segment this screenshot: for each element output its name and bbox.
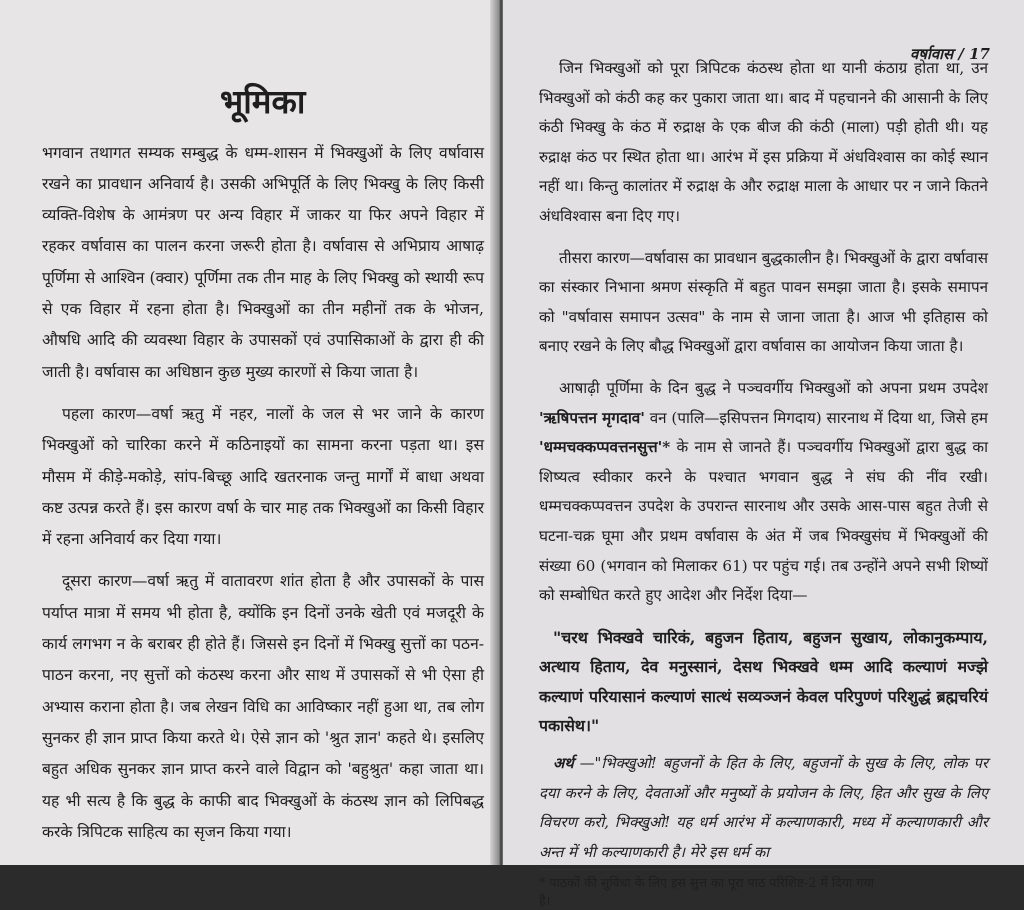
- meaning-label: अर्थ: [553, 755, 574, 773]
- third-reason-paragraph: तीसरा कारण—वर्षावास का प्रावधान बुद्धकालीन है। भिक्खुओं के द्वारा वर्षावास का संस्कार निभाना श्रमण संस्कृति में बहुत पावन समझा जाता है। इसके समापन को "वर्षावास समापन उत्सव" के नाम से जाना जाता है। आज भी इतिहास को बनाए रखने के लिए बौद्ध भिक्खुओं द्वारा वर्षावास का आयोजन किया जाता है।: [539, 248, 988, 356]
- left-page: [0, 0, 498, 865]
- meaning-paragraph: [539, 749, 988, 867]
- place-name-bold: 'ऋषिपत्तन मृगदाव': [539, 408, 645, 427]
- kanthi-paragraph: जिन भिक्खुओं को पूरा त्रिपिटक कंठस्थ होता था यानी कंठाग्र होता था, उन भिक्खुओं को कंठी कह कर पुकारा जाता था। बाद में पहचानने की आसानी के लिए कंठी भिक्खु के कंठ में रुद्राक्ष के एक बीज की कंठी (माला) पड़ी होती थी। यह रुद्राक्ष कंठ पर स्थित होता था। आरंभ में इस प्रक्रिया में अंधविश्वास का कोई स्थान नहीं था। किन्तु कालांतर में रुद्राक्ष के और रुद्राक्ष माला के आधार पर न जाने कितने अंधविश्वास बना दिए गए।: [539, 59, 988, 225]
- running-head: वर्षावास / 17: [909, 45, 990, 63]
- sermon-text-a: आषाढ़ी पूर्णिमा के दिन बुद्ध ने पञ्चवर्गीय भिक्खुओं को अपना प्रथम उपदेश: [559, 378, 988, 397]
- pali-quote: "चरथ भिक्खवे चारिकं, बहुजन हिताय, बहुजन सुखाय, लोकानुकम्पाय, अत्थाय हिताय, देव मनुस्सानं, देसथ भिक्खवे धम्म आदि कल्याणं मज्झे कल्याणं परियासानं कल्याणं सात्थं सव्यञ्जनं केवल परिपुण्णं परिशुद्धं ब्रह्मचरियं पकासेथ।": [539, 627, 988, 736]
- sermon-text-b: वन (पालि—इसिपत्तन मिगदाय) सारनाथ में दिया था, जिसे हम: [644, 408, 989, 427]
- sutta-name-bold: 'धम्मचक्कप्पवत्तनसुत्त'*: [539, 438, 671, 457]
- meaning-text: —"भिक्खुओ! बहुजनों के हित के लिए, बहुजनों के सुख के लिए, लोक पर दया करने के लिए, देवताओं और मनुष्यों के प्रयोजन के लिए, हित और सुख के लिए विचरण करो, भिक्खुओ! यह धर्म आरंभ में कल्याणकारी, मध्य में कल्याणकारी और अन्त में भी कल्याणकारी है। मेरे इस धर्म का: [539, 755, 988, 861]
- right-page: [503, 0, 1024, 909]
- second-reason-paragraph: दूसरा कारण—वर्षा ऋतु में वातावरण शांत होता है और उपासकों के पास पर्याप्त मात्रा में समय भी होता है, क्योंकि इन दिनों उनके खेती एवं मजदूरी के कार्य लगभग न के बराबर ही होते हैं। जिससे इन दिनों में भिक्खु सुत्तों का पठन-पाठन करना, नए सुत्तों को कंठस्थ करना और साथ में उपासकों से भी ऐसा ही अभ्यास कराना होता है। जब लेखन विधि का आविष्कार नहीं हुआ था, तब लोग सुनकर ही ज्ञान प्राप्त किया करते थे। ऐसे ज्ञान को 'श्रुत ज्ञान' कहते थे। इसलिए बहुत अधिक सुनकर ज्ञान प्राप्त करने वाले विद्वान को 'बहुश्रुत' कहा जाता था। यह भी सत्य है कि बुद्ध के काफी बाद भिक्खुओं के कंठस्थ ज्ञान को लिपिबद्ध करके त्रिपिटक साहित्य का सृजन किया गया।: [42, 572, 484, 841]
- page-heading: भूमिका: [220, 82, 306, 121]
- intro-paragraph: भगवान तथागत सम्यक सम्बुद्ध के धम्म-शासन में भिक्खुओं के लिए वर्षावास रखने का प्रावधान अनिवार्य है। उसकी अभिपूर्ति के लिए भिक्खु के लिए किसी व्यक्ति-विशेष के आमंत्रण पर अन्य विहार में जाकर या फिर अपने विहार में रहकर वर्षावास का पालन करना जरूरी होता है। वर्षावास से अभिप्राय आषाढ़ पूर्णिमा से आश्विन (क्वार) पूर्णिमा तक तीन माह के लिए भिक्खु को स्थायी रूप से एक विहार में रहना होता है। भिक्खुओं का तीन महीनों तक के भोजन, औषधि आदि की व्यवस्था विहार के उपासकों एवं उपासिकाओं के द्वारा ही की जाती है। वर्षावास का अधिष्ठान कुछ मुख्य कारणों से किया जाता है।: [42, 143, 484, 381]
- footnote: * पाठकों की सुविधा के लिए इस सुत्त का पूरा पाठ परिशिष्ट-2 में दिया गया है।: [539, 869, 879, 910]
- first-reason-paragraph: पहला कारण—वर्षा ऋतु में नहर, नालों के जल से भर जाने के कारण भिक्खुओं को चारिका करने में कठिनाइयों का सामना करना पड़ता था। इस मौसम में कीड़े-मकोड़े, सांप-बिच्छू आदि खतरनाक जन्तु मार्गों में बाधा अथवा कष्ट उत्पन्न करते हैं। इस कारण वर्षा के चार माह तक भिक्खुओं का किसी विहार में रहना अनिवार्य कर दिया गया।: [42, 404, 484, 549]
- first-sermon-paragraph: [539, 374, 988, 611]
- sermon-text-c: के नाम से जानते हैं। पञ्चवर्गीय भिक्खुओं द्वारा बुद्ध का शिष्यत्व स्वीकार करने के पश्चात भगवान बुद्ध ने संघ की नींव रखी। धम्मचक्कप्पवत्तन उपदेश के उपरान्त सारनाथ और उसके आस-पास बहुत तेजी से घटना-चक्र घूमा और प्रथम वर्षावास के अंत में जब भिक्खुसंघ में भिक्खुओं की संख्या 60 (भगवान को मिलाकर 61) पर पहुंच गई। तब उन्होंने अपने सभी शिष्यों को सम्बोधित करते हुए आदेश और निर्देश दिया—: [539, 438, 988, 605]
